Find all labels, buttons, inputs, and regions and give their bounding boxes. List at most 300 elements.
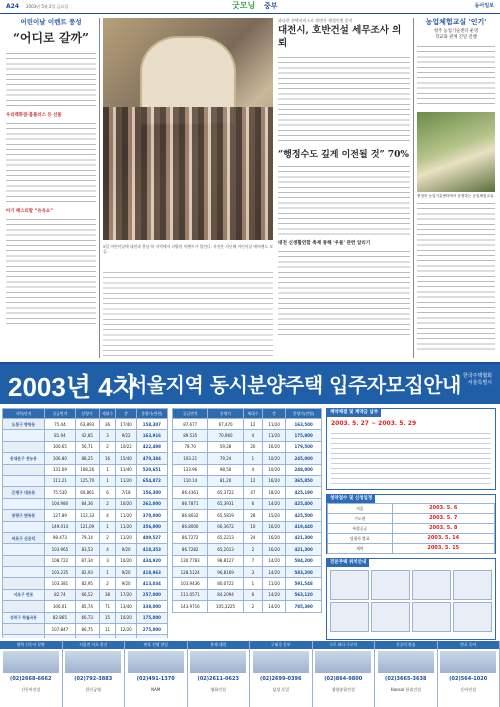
table-cell (3, 430, 45, 441)
supply-table-left (2, 408, 168, 638)
article-sub-4b: 학교와 관계 긴밀 진행 (435, 35, 477, 41)
map-thumb (453, 570, 492, 600)
table-cell: 434,920 (136, 555, 167, 566)
schedule-table (327, 503, 495, 554)
table-cell: 56,71 (75, 441, 99, 452)
table-cell: 103.381 (44, 578, 75, 589)
table-cell: 16/20 (262, 441, 285, 452)
table-cell: 131.09 (44, 464, 75, 475)
table-cell: 163,500 (286, 419, 322, 430)
table-cell (3, 441, 45, 452)
table-cell: 418,353 (136, 544, 167, 555)
schedule-date: 2003. 5. 14 (392, 534, 495, 544)
table-cell: 66,52 (75, 589, 99, 600)
schedule-row (328, 514, 495, 524)
table-row (3, 544, 168, 555)
table-cell: 110.14 (173, 475, 208, 486)
schedule-date: 2003. 5. 15 (392, 544, 495, 554)
table-cell: 12/20 (116, 624, 136, 635)
table-cell: 10/20 (116, 612, 136, 623)
table-cell: 10/20 (262, 453, 285, 464)
theme-park-photo (103, 18, 273, 240)
goodmorning-logo: 굿모닝 (232, 1, 256, 10)
table-row (3, 532, 168, 543)
table-row (3, 464, 168, 475)
table-cell (44, 635, 75, 638)
card-photo (65, 651, 121, 673)
model-house-card (0, 641, 63, 707)
table-cell (75, 635, 99, 638)
table-cell: 9/20 (116, 544, 136, 555)
table-row (173, 510, 322, 521)
table-cell: 163,916 (136, 430, 167, 441)
table-header-cell: 분양가 (75, 409, 99, 419)
table-row (3, 612, 168, 623)
supply-table-right (172, 408, 322, 613)
table-cell: 11/20 (262, 578, 285, 589)
table-cell: 65,3722 (208, 487, 243, 498)
table-cell (99, 635, 116, 638)
table-cell: 248,000 (286, 464, 322, 475)
card-phone: (02)2611-0623 (197, 676, 239, 682)
article-sub-3: 대전 신생활연합 축제 통해 '우물' 관련 알리기 (278, 241, 371, 247)
subhead-2: 아기 페스티발 “유유쇼” (6, 208, 54, 214)
table-cell: 10/22 (116, 441, 136, 452)
table-cell: 96,8169 (208, 567, 243, 578)
table-cell: 86.7282 (173, 544, 208, 555)
table-header-cell: 분양가 (208, 409, 243, 419)
table-cell: 10/20 (116, 498, 136, 509)
table-row (3, 567, 168, 578)
card-photo (190, 651, 246, 673)
table-cell: 86,75 (75, 624, 99, 635)
table-cell: 78.70 (173, 441, 208, 452)
article-body-col2 (103, 270, 273, 358)
table-cell: 121,09 (75, 521, 99, 532)
table-cell: 133.96 (173, 464, 208, 475)
table-cell: 111.0571 (173, 589, 208, 600)
table-cell: 654,872 (136, 475, 167, 486)
table-cell: 36 (99, 419, 116, 430)
table-cell: 20 (243, 441, 262, 452)
table-cell: 서초구 반포 (3, 589, 45, 600)
table-cell: 15/20 (262, 510, 285, 521)
table-header-cell: 세대수 (99, 409, 116, 419)
table-row (173, 601, 322, 612)
card-label: 면목 건영 한일 (125, 641, 187, 649)
table-cell: 104.980 (44, 498, 75, 509)
table-cell: 65,2013 (208, 544, 243, 555)
map-thumb (412, 570, 451, 600)
table-row (3, 555, 168, 566)
table-cell: 17/20 (116, 589, 136, 600)
table-cell: 86.8000 (173, 521, 208, 532)
table-cell: 79,24 (208, 453, 243, 464)
table-cell: 356,000 (136, 521, 167, 532)
table-cell: 47 (243, 487, 262, 498)
table-cell: 14/20 (262, 601, 285, 612)
table-cell: 158,307 (136, 419, 167, 430)
column-divider (99, 18, 100, 358)
model-house-box (326, 558, 496, 640)
table-cell: 11/20 (116, 510, 136, 521)
table-cell (3, 475, 45, 486)
table-cell: 591,548 (286, 578, 322, 589)
table-row (173, 544, 322, 555)
article-headline-3: 대전시, 호반건설 세무조사 의뢰 (278, 25, 402, 50)
table-cell: 9/22 (116, 430, 136, 441)
table-cell: 81.94 (44, 430, 75, 441)
table-cell: 중랑구 면목동 (3, 510, 45, 521)
table-cell: 422,498 (136, 441, 167, 452)
table-cell: 1 (243, 453, 262, 464)
model-house-card (188, 641, 251, 707)
table-row (173, 441, 322, 452)
table-cell: 425,190 (286, 487, 322, 498)
table-cell: 6 (243, 498, 262, 509)
table-row (173, 464, 322, 475)
table-row (173, 589, 322, 600)
table-cell: 130.7783 (173, 555, 208, 566)
schedule-box (326, 494, 496, 554)
table-cell (3, 624, 45, 635)
notice-title: 계약체결 및 계약금 납부 (327, 409, 381, 417)
table-cell: 338,000 (136, 601, 167, 612)
table-cell: 63,893 (75, 419, 99, 430)
table-cell: 105,3225 (208, 601, 243, 612)
table-cell: 1 (243, 578, 262, 589)
card-phone: (02)491-1370 (136, 676, 175, 682)
article-headline: “어디로 갈까” (13, 30, 89, 45)
card-phone: (02)792-3883 (74, 676, 113, 682)
table-cell: 14/20 (262, 589, 285, 600)
card-brand: Hansol 한솔건설 (390, 686, 421, 692)
table-cell: 106.80 (44, 453, 75, 464)
article-body-3b (278, 164, 410, 236)
table-cell: 785,390 (286, 601, 322, 612)
card-photo (315, 651, 371, 673)
table-cell: 583,200 (286, 567, 322, 578)
map-thumb (330, 602, 369, 632)
table-cell: 584,200 (286, 555, 322, 566)
table-cell: 425,400 (286, 498, 322, 509)
table-cell: 11 (99, 624, 116, 635)
issue-date: 2003년 5월 2일 금요일 (26, 4, 69, 9)
table-row (173, 578, 322, 589)
table-header-cell: 층 (262, 409, 285, 419)
table-cell: 동대문구 전농동 (3, 453, 45, 464)
table-cell (3, 555, 45, 566)
table-cell: 4 (99, 544, 116, 555)
table-cell: 2 (99, 532, 116, 543)
table-cell: 262,000 (136, 498, 167, 509)
table-header-cell: 지역/단지 (3, 409, 45, 419)
table-cell: 419,440 (286, 521, 322, 532)
card-phone: (02)564-1020 (449, 676, 488, 682)
table-cell (3, 567, 45, 578)
table-cell: 11/20 (116, 475, 136, 486)
article-body-3a (278, 55, 410, 143)
table-cell: 도봉구 방학동 (3, 419, 45, 430)
table-cell: 421,300 (286, 532, 322, 543)
model-house-card (375, 641, 438, 707)
farm-class-photo (417, 112, 495, 192)
table-cell: 65,3931 (208, 498, 243, 509)
card-phone: (02)2668-6662 (10, 676, 52, 682)
table-cell: 100.65 (44, 441, 75, 452)
ad-publisher: 한국주택협회 서울특별시 (463, 373, 492, 386)
card-label: 반포 동아 (438, 641, 500, 649)
table-cell: 65,2213 (208, 532, 243, 543)
table-cell: 16/20 (262, 532, 285, 543)
table-cell: 470,384 (136, 453, 167, 464)
article-headline-3b: “행정수도 깊게 이전될 것” 70% (278, 150, 409, 161)
table-cell: 9/20 (116, 567, 136, 578)
table-cell: 84,2094 (208, 589, 243, 600)
table-row (173, 555, 322, 566)
table-row (3, 419, 168, 430)
ad-banner (0, 364, 500, 404)
table-cell: 418,963 (136, 567, 167, 578)
model-house-card (250, 641, 313, 707)
table-cell: 98.473 (44, 532, 75, 543)
table-cell: 87,34 (75, 555, 99, 566)
table-row (173, 430, 322, 441)
table-cell (3, 521, 45, 532)
table-cell: 은평구 대조동 (3, 487, 45, 498)
table-row (173, 567, 322, 578)
table-row (3, 589, 168, 600)
table-cell: 65,5819 (208, 510, 243, 521)
table-cell: 79,14 (75, 532, 99, 543)
table-row (3, 498, 168, 509)
table-cell (136, 635, 167, 638)
column-divider (413, 18, 414, 358)
card-label: 구로 하나 구로이 (313, 641, 375, 649)
table-cell: 175,000 (136, 612, 167, 623)
card-brand: 한신공영 (85, 686, 101, 692)
table-cell: 1 (99, 464, 116, 475)
schedule-date: 2003. 5. 6 (392, 504, 495, 514)
table-header-cell: 세대수 (243, 409, 262, 419)
table-cell: 10 (243, 521, 262, 532)
table-cell: 409,527 (136, 532, 167, 543)
table-cell: 175,800 (286, 430, 322, 441)
map-thumb (371, 602, 410, 632)
table-cell: 103.965 (44, 544, 75, 555)
table-cell: 75.44 (44, 419, 75, 430)
table-cell: 71 (99, 601, 116, 612)
schedule-date: 2003. 5. 8 (392, 524, 495, 534)
table-cell: 82,95 (75, 578, 99, 589)
table-cell: 108,26 (75, 464, 99, 475)
table-row (3, 624, 168, 635)
schedule-row (328, 544, 495, 554)
map-thumb (412, 602, 451, 632)
table-row (173, 532, 322, 543)
card-brand: 삼성 동일 (272, 686, 290, 692)
table-header-cell: 공급면적 (173, 409, 208, 419)
table-cell: 18/20 (262, 487, 285, 498)
table-cell: 520,651 (136, 464, 167, 475)
table-cell: 4 (243, 430, 262, 441)
schedule-label: 수도권 (328, 514, 393, 524)
card-photo (3, 651, 59, 673)
card-brand: 청양종합건설 (331, 686, 355, 692)
table-cell: 84,36 (75, 498, 99, 509)
model-house-card (313, 641, 376, 707)
table-cell: 16/20 (262, 475, 285, 486)
map-thumb (371, 570, 410, 600)
table-cell: 10/20 (262, 464, 285, 475)
article-body-4a (417, 44, 495, 108)
table-cell: 75.530 (44, 487, 75, 498)
table-cell: 2 (99, 498, 116, 509)
table-row (3, 441, 168, 452)
table-cell: 11/20 (262, 430, 285, 441)
section-title: 중부 (264, 2, 278, 10)
table-row (3, 475, 168, 486)
table-cell: 67,470 (208, 419, 243, 430)
table-cell: 3 (99, 430, 116, 441)
table-cell: 14/20 (262, 567, 285, 578)
table-row (173, 498, 322, 509)
table-header-cell: 분양가(만원) (286, 409, 322, 419)
table-cell: 66,73 (75, 612, 99, 623)
article-body-3 (6, 217, 96, 325)
table-cell: 14/20 (262, 555, 285, 566)
table-cell: 2 (99, 578, 116, 589)
map-grid (327, 567, 495, 635)
table-cell: 128.5124 (173, 567, 208, 578)
table-row (173, 521, 322, 532)
table-cell: 125,70 (75, 475, 99, 486)
table-cell: 108.722 (44, 555, 75, 566)
table-cell: 11/20 (262, 419, 285, 430)
table-cell: 257,000 (136, 589, 167, 600)
notice-body (331, 431, 491, 487)
card-phone: (02)3665-3638 (385, 676, 427, 682)
paper-logo: 동아일보 (474, 3, 494, 9)
notice-date: 2003. 5. 27 ~ 2003. 5. 29 (331, 420, 417, 428)
table-cell: 81,20 (208, 475, 243, 486)
table-cell: 2 (243, 601, 262, 612)
table-cell: 42,85 (75, 430, 99, 441)
table-cell: 86.7871 (173, 498, 208, 509)
table-cell: 1 (99, 521, 116, 532)
table-cell: 16/20 (262, 544, 285, 555)
page-header (0, 0, 500, 14)
model-house-card (438, 641, 500, 707)
card-phone: (02)2699-0396 (260, 676, 302, 682)
table-cell: 106.01 (44, 601, 75, 612)
map-thumb (330, 570, 369, 600)
table-cell: 421,300 (286, 544, 322, 555)
table-row (3, 430, 168, 441)
article-body (6, 51, 96, 109)
article-body-2 (6, 121, 96, 205)
table-cell: 127.89 (44, 510, 75, 521)
table-row (3, 601, 168, 612)
table-cell (3, 498, 45, 509)
table-cell: 88,25 (75, 453, 99, 464)
table-header-cell: 공급면적 (44, 409, 75, 419)
card-label: 방학 신동아 분양 (0, 641, 62, 649)
table-row (3, 521, 168, 532)
table-cell: 103.9436 (173, 578, 208, 589)
card-label: 신공덕 한솔 (375, 641, 437, 649)
article-daejeon-tax (278, 18, 410, 358)
table-cell: 86.7272 (173, 532, 208, 543)
table-cell: 83,53 (75, 544, 99, 555)
card-label: 서울전 서초 한신 (63, 641, 125, 649)
article-sub-4a: 청주 농업기술센터 운영 (433, 29, 479, 35)
article-farm-class (417, 18, 495, 358)
table-cell: 1 (99, 567, 116, 578)
table-row (173, 475, 322, 486)
table-row (173, 487, 322, 498)
table-cell: 1 (99, 475, 116, 486)
table-cell: 245,000 (286, 453, 322, 464)
card-brand: 신동아건설 (21, 686, 41, 692)
left-table-wrap (2, 408, 168, 638)
table-cell: 80,0722 (208, 578, 243, 589)
table-cell: 111.21 (44, 475, 75, 486)
table-cell: 15 (99, 612, 116, 623)
table-header-cell: 분양가(만원) (136, 409, 167, 419)
table-cell: 60,861 (75, 487, 99, 498)
model-house-strip (0, 641, 500, 707)
article-headline-4: 농업체험교실 '인기' (425, 18, 487, 26)
schedule-date: 2003. 5. 7 (392, 514, 495, 524)
table-cell: 마포구 신공덕 (3, 532, 45, 543)
table-cell: 85,74 (75, 601, 99, 612)
table-cell: 86.8032 (173, 510, 208, 521)
table-cell: 16/20 (262, 521, 285, 532)
table-cell: 2 (99, 441, 116, 452)
table-cell: 103.21 (173, 453, 208, 464)
table-row (3, 635, 168, 638)
table-cell: 563,120 (286, 589, 322, 600)
table-cell: 7 (243, 555, 262, 566)
table-row (173, 419, 322, 430)
card-label: 홍제 대림 (188, 641, 250, 649)
photo-caption-4: 충청북 농업기술센터에서 운영하는 농업체험교실. (417, 194, 495, 199)
schedule-row (328, 534, 495, 544)
article-kicker-3: 과다한 선택서비스로 불면가 행정인원 분이 (278, 18, 353, 23)
schedule-label: 계약 (328, 544, 393, 554)
table-cell: 28 (243, 510, 262, 521)
table-cell: 4 (243, 464, 262, 475)
table-cell: 12 (243, 475, 262, 486)
table-cell: 11/20 (116, 532, 136, 543)
table-cell: 413,034 (136, 578, 167, 589)
model-title: 견본주택 위치안내 (327, 559, 369, 567)
schedule-row (328, 524, 495, 534)
table-cell: 82,93 (75, 567, 99, 578)
subhead-1: 우리백화점·홈플러스 등 선물 (6, 112, 62, 118)
table-cell (116, 635, 136, 638)
article-childrens-day (6, 18, 96, 358)
table-cell: 425,500 (286, 510, 322, 521)
photo-caption: 5일 어린이날에 대전과 충남·북 지역에서 다양한 이벤트가 열린다. 사진은 지난해 어린이날 에버랜드 모습. (103, 244, 273, 255)
card-photo (253, 651, 309, 673)
table-cell: 11/40 (116, 464, 136, 475)
table-cell: 24 (243, 532, 262, 543)
table-cell: 6 (99, 487, 116, 498)
article-kicker: 어린이날 이벤트 풍성 (20, 18, 82, 26)
table-cell: 11/20 (116, 521, 136, 532)
